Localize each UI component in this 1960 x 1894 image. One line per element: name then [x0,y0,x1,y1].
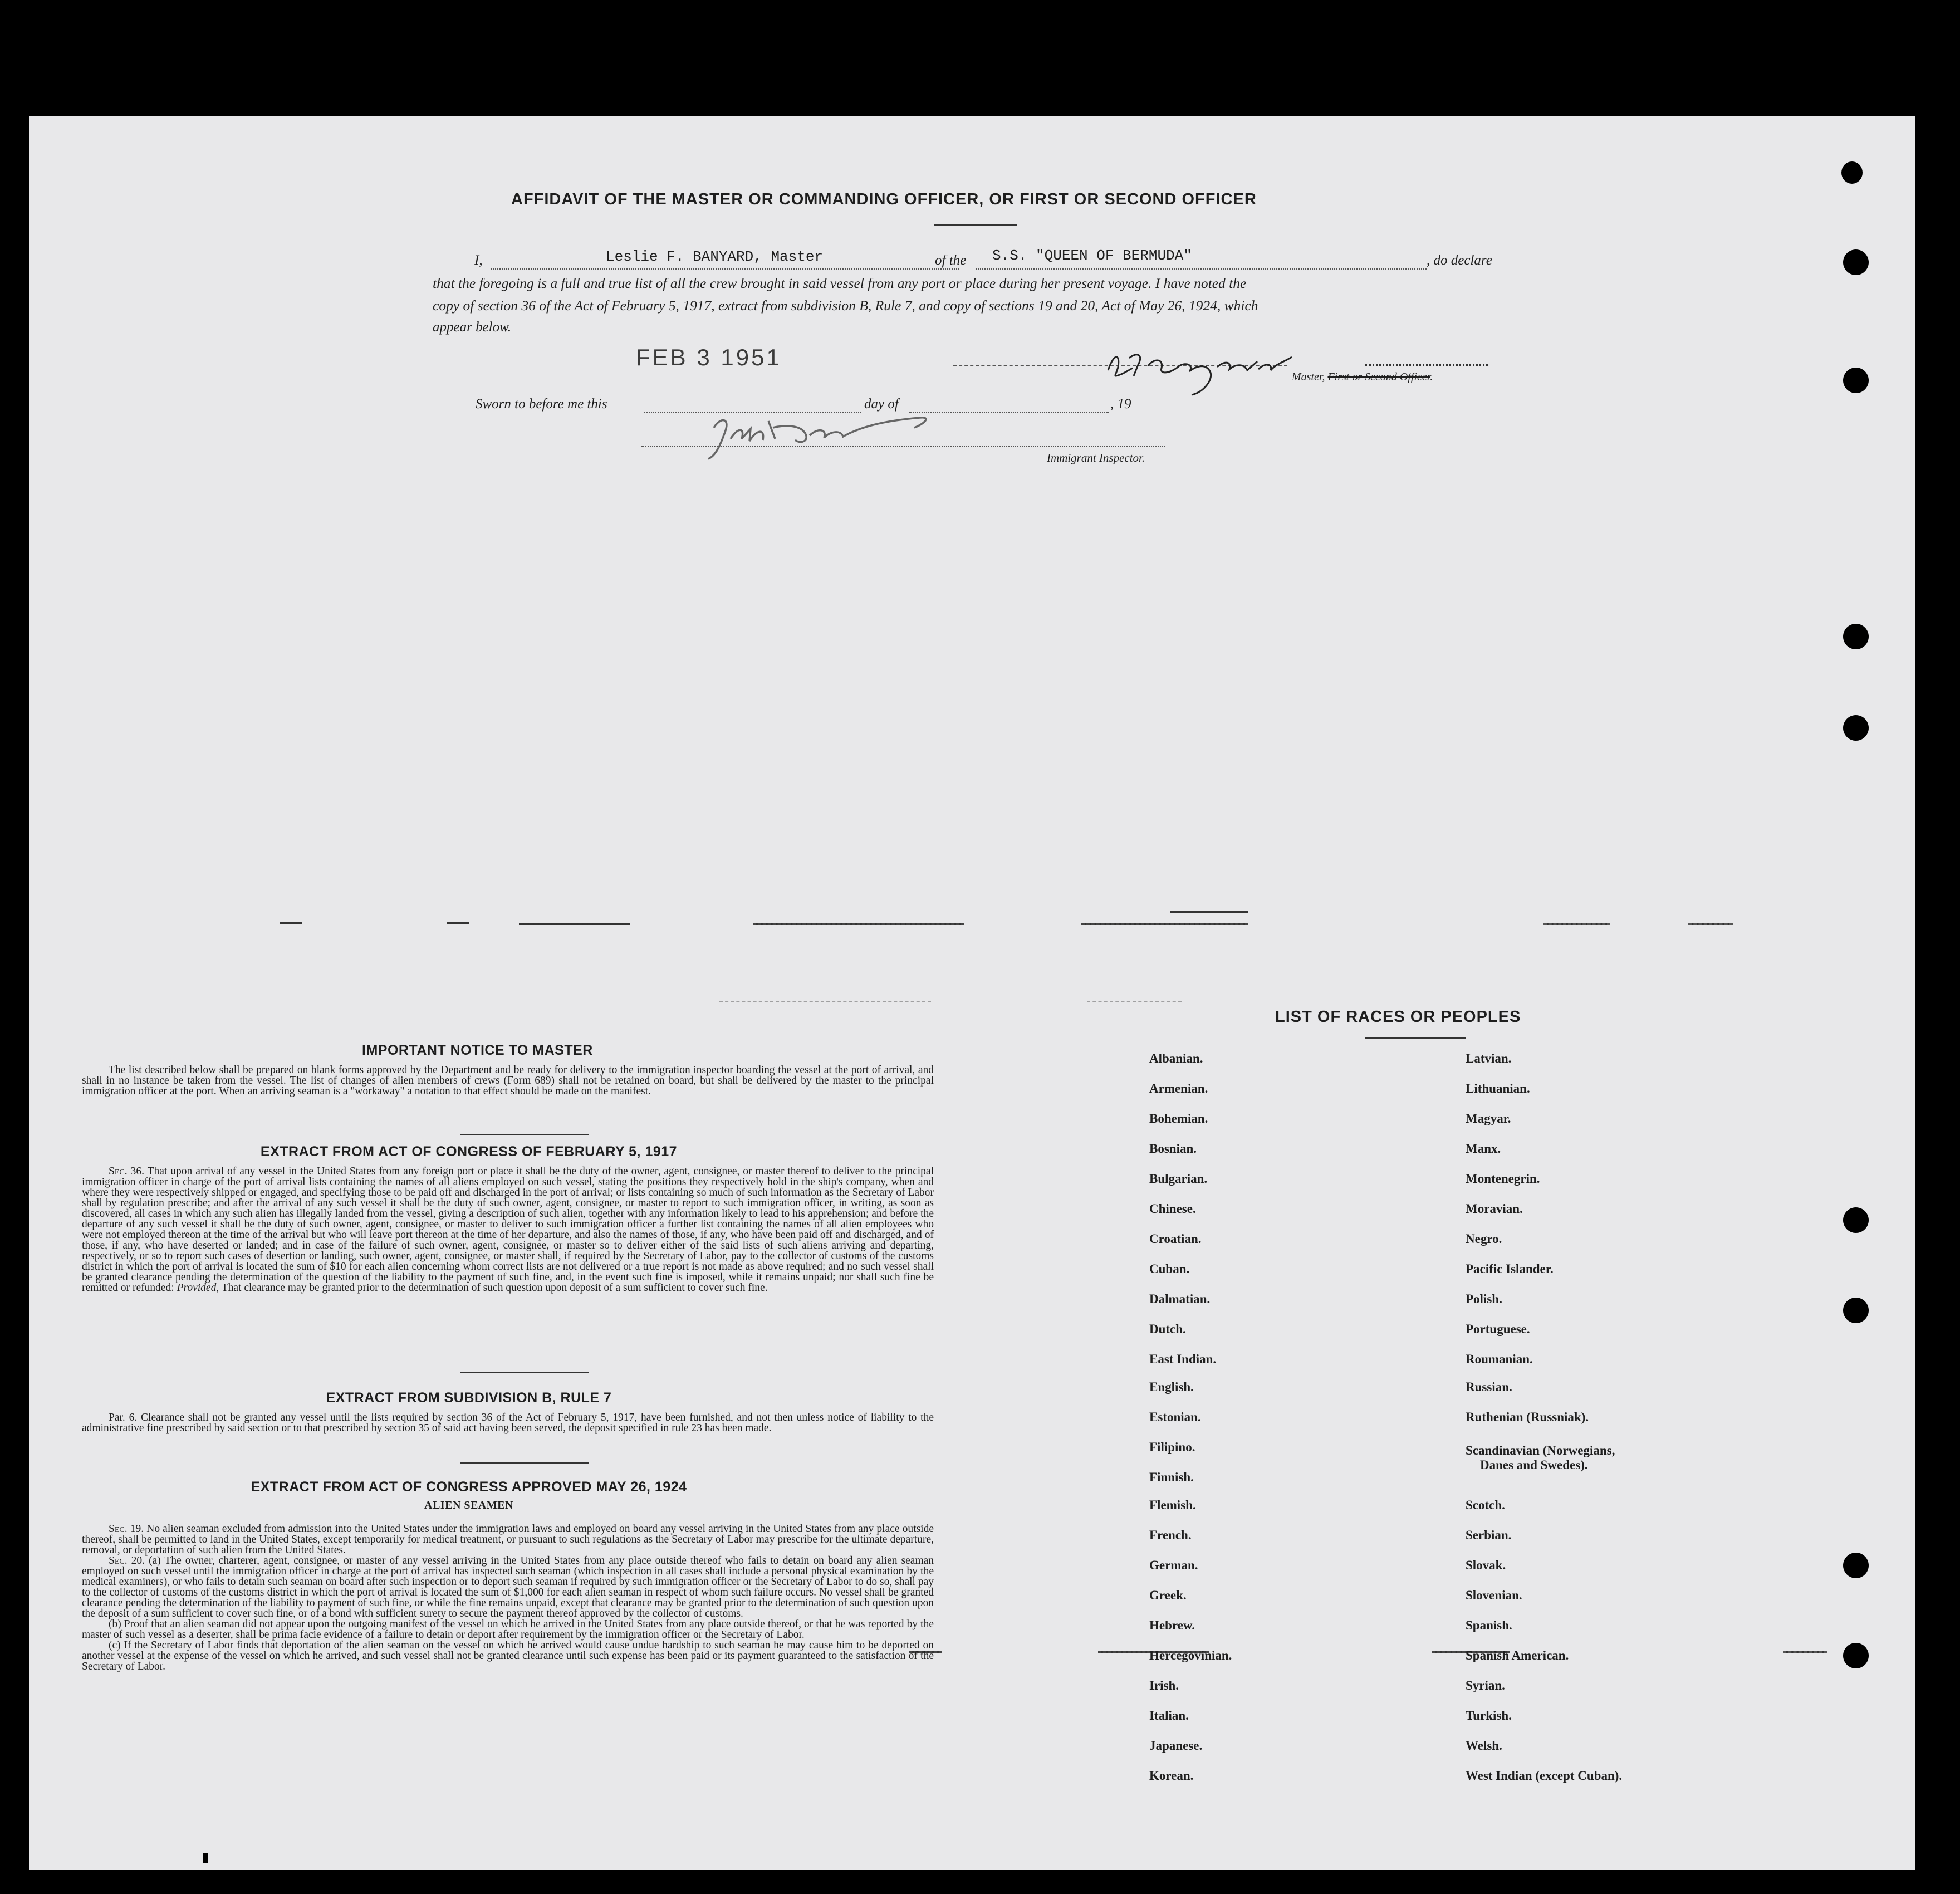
race-left: Italian. [1149,1709,1189,1722]
bleed-mark [1688,923,1733,925]
bleed-mark [1543,923,1610,925]
notice-title: IMPORTANT NOTICE TO MASTER [362,1043,593,1058]
race-right-continuation: Danes and Swedes). [1480,1458,1588,1472]
race-right: Negro. [1466,1232,1502,1246]
caption-master: Master, [1292,371,1328,383]
race-right: Pacific Islander. [1466,1262,1554,1276]
race-left: Greek. [1149,1588,1187,1602]
race-left: Cuban. [1149,1262,1190,1276]
race-right: Spanish American. [1466,1648,1569,1662]
race-left: Hercegovinian. [1149,1648,1232,1662]
race-left: Dalmatian. [1149,1292,1211,1306]
rule-2 [460,1372,589,1373]
race-left: Estonian. [1149,1410,1201,1424]
act1917-text [82,1166,934,1293]
bleed-mark [719,1001,931,1004]
race-left: Bohemian. [1149,1112,1208,1125]
race-right: Portuguese. [1466,1322,1530,1336]
rule7-text [82,1412,934,1433]
notice-text [82,1065,934,1097]
do-declare: , do declare [1427,253,1492,268]
inspector-line [641,446,1165,447]
bleed-mark [519,923,630,925]
corner-mark [203,1853,208,1863]
act1924-title: EXTRACT FROM ACT OF CONGRESS APPROVED MAY 26, 1924 [251,1479,687,1495]
race-left: Dutch. [1149,1322,1186,1336]
race-left: Korean. [1149,1769,1194,1783]
vessel-name: S.S. "QUEEN OF BERMUDA" [992,247,1192,264]
race-right: West Indian (except Cuban). [1466,1769,1623,1783]
race-left: Armenian. [1149,1081,1208,1095]
day-of-label: day of [864,397,899,412]
race-right: Magyar. [1466,1112,1511,1125]
sec36-text-end: That clearance may be granted prior to the determination of such question upon deposit of a sum sufficient to cover such fine. [221,1282,768,1294]
punch-hole-5 [1843,715,1869,741]
signature-caption [1292,371,1433,384]
bleed-mark [1783,1651,1827,1653]
race-right: Manx. [1466,1142,1501,1156]
race-right: Turkish. [1466,1709,1512,1722]
sec36-label: Sec. 36. [109,1166,144,1177]
master-name-line [491,267,959,270]
bleed-mark [1087,1001,1182,1004]
caption-end: . [1430,371,1433,383]
race-right: Welsh. [1466,1739,1502,1753]
sec20b-paragraph: (b) Proof that an alien seaman did not appear upon the outgoing manifest of the vessel on which he arrived in the United States from any place outside thereof, or that he was reported by the master of such vessel as a deserter, shall be prima facie evidence of a failure to detain or deport after requirement by the immigration officer or the Secretary of Labor. [82,1618,934,1641]
punch-hole-2 [1843,249,1869,275]
race-left: East Indian. [1149,1352,1217,1366]
sworn-label: Sworn to before me this [476,397,607,412]
race-left: Albanian. [1149,1051,1203,1065]
punch-hole-8 [1843,1553,1869,1578]
sec20a-text: (a) The owner, charterer, agent, consignee, or master of any vessel arriving in the United States from any place outside thereof who fails to detain on board any alien seaman employed on such vessel until the immigration officer in charge at the port of arrival has inspected such seaman (which inspection in all cases shall include a personal physical examination by the medical examiners), or who fails to detain such seaman on board after such inspection or to deport such seaman if required by such immigration officer or the Secretary of Labor to do so, shall pay to the collector of customs of the customs district in which the port of arrival is located the sum of $1,000 for each alien seaman in respect of whom such failure occurs. No vessel shall be granted clearance pending the determination of the liability to payment of such fine, or while the fine remains unpaid, except that clearance may be granted prior to the determination of such question upon the deposit of a sum sufficient to cover such fine, or of a bond with sufficient surety to secure the payment thereof approved by the collector of customs. [82,1555,934,1619]
i-label: I, [474,253,483,268]
race-right: Moravian. [1466,1202,1523,1216]
sec36-paragraph [82,1166,934,1293]
punch-hole-6 [1843,1207,1869,1233]
date-stamp: FEB 3 1951 [636,344,782,370]
race-right: Montenegrin. [1466,1172,1540,1186]
act1924-text [82,1524,934,1672]
sec20-label: Sec. 20. [109,1555,145,1567]
races-title-rule [1365,1037,1466,1039]
strikeout-x-marks [1365,364,1488,371]
race-left: German. [1149,1558,1198,1572]
race-left: Filipino. [1149,1440,1195,1454]
rule7-paragraph: Par. 6. Clearance shall not be granted any vessel until the lists required by section 36 of the Act of February 5, 1917, have been furnished, and not then unless notice of liability to the administrative fine prescribed by said section or to that prescribed by section 35 of said act having been served, the deposit specified in rule 23 has been made. [82,1412,934,1434]
affidavit-title: AFFIDAVIT OF THE MASTER OR COMMANDING OFFICER, OR FIRST OR SECOND OFFICER [511,190,1257,208]
title-rule [934,224,1017,226]
notice-paragraph: The list described below shall be prepared on blank forms approved by the Department and be ready for delivery to the immigration inspector boarding the vessel at the port of arrival, and shall in no instance be taken from the vessel. The list of changes of alien members of crews (Form 689) shall not be retained on board, but shall be delivered by the master to the principal immigration officer at the port. When an arriving seaman is a "workaway" a notation to that effect should be made on the manifest. [82,1064,934,1097]
sworn-month-line [909,411,1109,413]
master-name: Leslie F. BANYARD, Master [606,248,824,265]
race-left: Finnish. [1149,1470,1194,1484]
race-left: French. [1149,1528,1192,1542]
races-title: LIST OF RACES OR PEOPLES [1275,1008,1521,1026]
punch-hole-9 [1843,1643,1869,1668]
rule-1 [460,1134,589,1135]
race-left: English. [1149,1380,1194,1394]
year-label: , 19 [1110,397,1131,412]
race-left: Japanese. [1149,1739,1203,1753]
act1924-subtitle: ALIEN SEAMEN [424,1499,513,1511]
master-signature [1098,341,1310,397]
sec20a-paragraph [82,1555,934,1619]
race-right: Ruthenian (Russniak). [1466,1410,1589,1424]
affidavit-line-2: that the foregoing is a full and true list of all the crew brought in said vessel from any port or place during her present voyage. I have noted the [433,275,1247,291]
rule7-title: EXTRACT FROM SUBDIVISION B, RULE 7 [326,1390,612,1406]
affidavit-line-3: copy of section 36 of the Act of February 5, 1917, extract from subdivision B, Rule 7, and copy of sections 19 and 20, Act of May 26, 1924, which [433,297,1258,314]
race-right: Serbian. [1466,1528,1512,1542]
race-right: Latvian. [1466,1051,1512,1065]
sec19-label: Sec. 19. [109,1523,144,1535]
race-right: Lithuanian. [1466,1081,1530,1095]
bleed-mark [447,922,469,924]
bleed-mark [1170,911,1248,913]
race-left: Irish. [1149,1678,1179,1692]
provided-label: Provided, [177,1282,219,1294]
race-left: Bosnian. [1149,1142,1197,1156]
vessel-name-line [976,267,1427,270]
punch-hole-1 [1841,161,1863,184]
document-page [29,116,1915,1870]
race-right: Roumanian. [1466,1352,1533,1366]
sec20c-paragraph: (c) If the Secretary of Labor finds that deportation of the alien seaman on the vessel on which he arrived would cause undue hardship to such seaman he may cause him to be deported on another vessel at the expense of the vessel on which he arrived, and such vessel shall not be granted clearance until such expense has been paid or its payment guaranteed to the satisfaction of the Secretary of Labor. [82,1639,934,1672]
race-right: Spanish. [1466,1618,1512,1632]
of-the-label: of the [935,253,967,268]
caption-struck: First or Second Officer [1327,371,1430,383]
rule-3 [460,1462,589,1464]
race-right: Syrian. [1466,1678,1505,1692]
act1917-title: EXTRACT FROM ACT OF CONGRESS OF FEBRUARY 5, 1917 [260,1144,678,1159]
bleed-mark [280,922,302,924]
sec36-text: That upon arrival of any vessel in the United States from any foreign port or place it shall be the duty of the owner, agent, consignee, or master thereof to deliver to the principal immigration officer in charge of the port of arrival lists containing the names of all aliens employed on such vessel, stating the positions they respectively hold in the ship's company, when and where they were respectively shipped or engaged, and specifying those to be paid off and discharged in the port of arrival; or lists containing so much of such information as the Secretary of Labor shall by regulation prescribe; and after the arrival of any such vessel it shall be the duty of such owner, agent, consignee, or master to report to such immigration officer, in writing, as soon as discovered, all cases in which any such alien has illegally landed from the vessel, giving a description of such alien, together with any information likely to lead to his apprehension; and before the departure of any such vessel it shall be the duty of such owner, agent, consignee, or master to deliver to such immigration officer a further list containing the names of all alien employees who were not employed thereon at the time of the arrival but who will leave port thereon at the time of her departure, and also the names of those, if any, who have been paid off and discharged, and of those, if any, who have deserted or landed; and in case of the failure of such owner, agent, consignee, or master so to deliver either of the said lists of such aliens arriving and departing, respectively, or so to report such cases of desertion or landing, such owner, agent, consignee, or master shall, if required by the Secretary of Labor, pay to the collector of customs of the customs district in which the port of arrival is located the sum of $10 for each alien concerning whom correct lists are not delivered or a true report is not made as above required; and no such vessel shall be granted clearance pending the determination of the question of the liability to the payment of such fine, and, in the event such fine is imposed, while it remains unpaid; nor shall such fine be remitted or refunded: [82,1166,934,1294]
race-right: Slovak. [1466,1558,1506,1572]
race-right: Scandinavian (Norwegians, [1466,1443,1615,1457]
race-right: Slovenian. [1466,1588,1522,1602]
inspector-caption: Immigrant Inspector. [1047,451,1145,464]
inspector-signature [692,405,937,467]
race-right: Russian. [1466,1380,1512,1394]
race-left: Hebrew. [1149,1618,1195,1632]
punch-hole-3 [1843,368,1869,393]
race-right: Scotch. [1466,1498,1505,1512]
bleed-mark [1081,923,1248,925]
race-left: Flemish. [1149,1498,1196,1512]
punch-hole-4 [1843,624,1869,649]
race-left: Bulgarian. [1149,1172,1208,1186]
race-right: Polish. [1466,1292,1502,1306]
affidavit-line-4: appear below. [433,320,512,335]
sec19-paragraph [82,1524,934,1555]
sec19-text: No alien seaman excluded from admission into the United States under the immigration laws and employed on board any vessel arriving in the United States from any place outside thereof, shall be permitted to land in the United States, except temporarily for medical treatment, or pursuant to such regulations as the Secretary of Labor may prescribe for the ultimate departure, removal, or deportation of such alien from the United States. [82,1523,934,1556]
race-left: Croatian. [1149,1232,1202,1246]
punch-hole-7 [1843,1298,1869,1323]
bleed-mark [753,923,964,925]
race-left: Chinese. [1149,1202,1196,1216]
